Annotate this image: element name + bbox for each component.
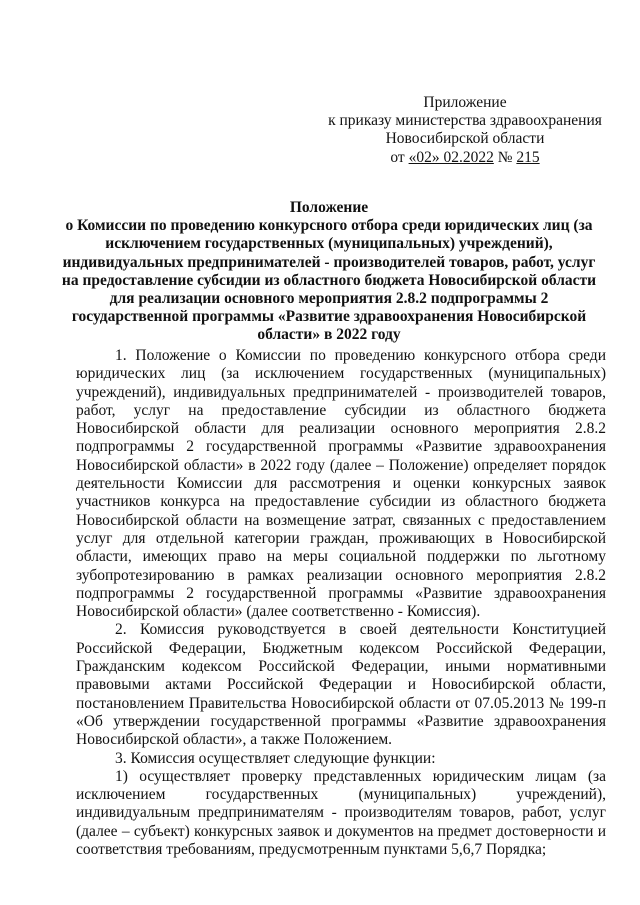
document-body [76,347,606,859]
title-text: о Комиссии по проведению конкурсного отбора среди юридических лиц (за исключением государственных (муниципальных) учреждений), индивидуальных предпринимателей - производителей товаров, работ, услуг на предоставление субсидии из областного бюджета Новосибирской области для реализации основного мероприятия 2.8.2 подпрограммы 2 государственной программы «Развитие здравоохранения Новосибирской области» в 2022 году [61,217,597,344]
appendix-order-ref: к приказу министерства здравоохранения [328,112,602,130]
paragraph-3: 3. Комиссия осуществляет следующие функции: [115,749,436,767]
date-prefix: от [390,148,409,166]
order-date: «02» 02.2022 [408,148,494,166]
appendix-title: Приложение [423,94,507,111]
appendix-date-line [300,149,630,167]
paragraph-4: 1) осуществляет проверку представленных юридическим лицам (за исключением государственных (муниципальных) учреждений), индивидуальным предпринимателям - производителям товаров, работ, услуг (далее – субъект) конкурсных заявок и документов на предмет достоверности и соответствия требованиям, предусмотренным пунктами 5,6,7 Порядка; [76,767,606,859]
paragraph-2: 2. Комиссия руководствуется в своей деятельности Конституцией Российской Федерации, Бюджетным кодексом Российской Федерации, Гражданским кодексом Российской Федерации, иными нормативными правовыми актами Российской Федерации и Новосибирской области, постановлением Правительства Новосибирской области от 07.05.2013 № 199-п «Об утверждении государственной программы «Развитие здравоохранения Новосибирской области», а также Положением. [76,621,606,749]
title-heading: Положение [289,199,369,216]
number-sign: № [493,148,517,166]
paragraph-1: 1. Положение о Комиссии по проведению конкурсного отбора среди юридических лиц (за исключением государственных (муниципальных) учреждений), индивидуальных предпринимателей - производителей товаров, работ, услуг на предоставление субсидии из областного бюджета Новосибирской области для реализации основного мероприятия 2.8.2 подпрограммы 2 государственной программы «Развитие здравоохранения Новосибирской области» в 2022 году (далее – Положение) определяет порядок деятельности Комиссии для рассмотрения и оценки конкурсных заявок участников конкурса на предоставление субсидии из областного бюджета Новосибирской области на возмещение затрат, связанных с предоставлением услуг для отдельной категории граждан, проживающих в Новосибирской области, имеющих право на меры социальной поддержки по льготному зубопротезированию в рамках реализации основного мероприятия 2.8.2 подпрограммы 2 государственной программы «Развитие здравоохранения Новосибирской области» (далее соответственно - Комиссия). [76,347,606,621]
appendix-block [300,94,630,167]
order-number: 215 [516,148,540,166]
document-title [60,199,598,345]
appendix-region: Новосибирской области [385,130,545,148]
